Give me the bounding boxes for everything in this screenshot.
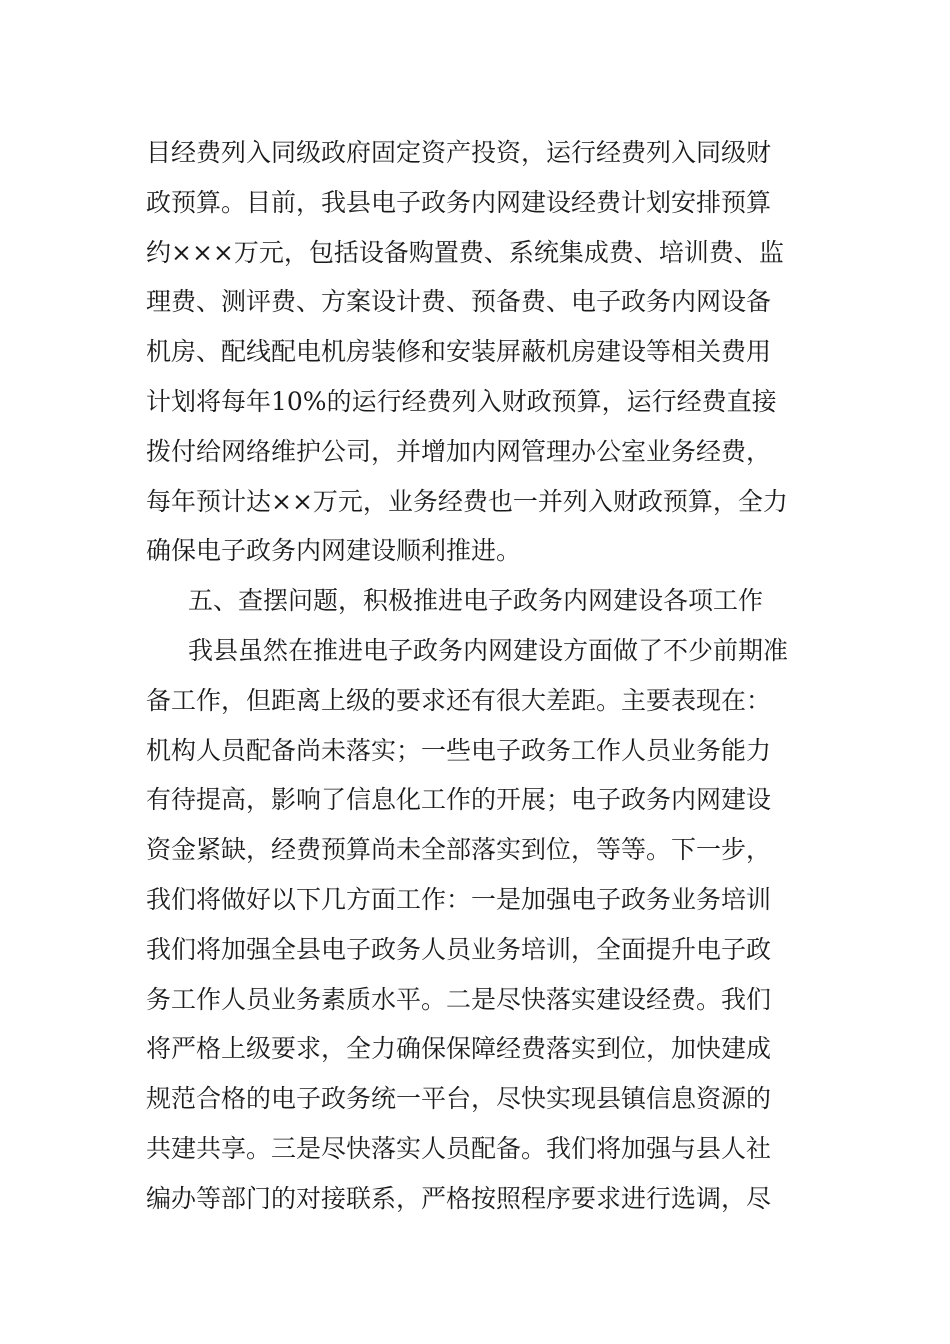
text-line: 理费、测评费、方案设计费、预备费、电子政务内网设备 <box>146 287 772 317</box>
text-line: 机房、配线配电机房装修和安装屏蔽机房建设等相关费用 <box>146 337 772 367</box>
text-line: 政预算。目前，我县电子政务内网建设经费计划安排预算 <box>146 187 772 217</box>
text-line: 每年预计达××万元，业务经费也一并列入财政预算，全力 <box>146 486 788 516</box>
text-line: 我县虽然在推进电子政务内网建设方面做了不少前期准 <box>188 635 789 665</box>
text-line: 确保电子政务内网建设顺利推进。 <box>146 536 522 566</box>
text-line: 目经费列入同级政府固定资产投资，运行经费列入同级财 <box>146 138 772 167</box>
text-line: 计划将每年10%的运行经费列入财政预算，运行经费直接 <box>146 386 777 416</box>
text-line: 编办等部门的对接联系，严格按照程序要求进行选调，尽 <box>146 1183 772 1213</box>
text-line: 机构人员配备尚未落实；一些电子政务工作人员业务能力 <box>146 735 772 765</box>
text-line: 有待提高，影响了信息化工作的开展；电子政务内网建设 <box>146 785 772 815</box>
text-line: 资金紧缺，经费预算尚未全部落实到位，等等。下一步， <box>146 835 772 865</box>
body-text <box>146 128 816 1224</box>
text-line: 我们将做好以下几方面工作：一是加强电子政务业务培训 <box>146 884 772 914</box>
text-line: 将严格上级要求，全力确保保障经费落实到位，加快建成 <box>146 1034 772 1064</box>
text-line: 我们将加强全县电子政务人员业务培训，全面提升电子政 <box>146 934 772 964</box>
text-line: 规范合格的电子政务统一平台，尽快实现县镇信息资源的 <box>146 1084 772 1114</box>
text-line: 备工作，但距离上级的要求还有很大差距。主要表现在： <box>146 685 772 715</box>
text-line: 约×××万元，包括设备购置费、系统集成费、培训费、监 <box>146 237 784 267</box>
text-line: 共建共享。三是尽快落实人员配备。我们将加强与县人社 <box>146 1133 772 1163</box>
section-heading: 五、查摆问题，积极推进电子政务内网建设各项工作 <box>188 586 764 616</box>
text-line: 拨付给网络维护公司，并增加内网管理办公室业务经费， <box>146 436 772 466</box>
text-line: 务工作人员业务素质水平。二是尽快落实建设经费。我们 <box>146 984 772 1014</box>
